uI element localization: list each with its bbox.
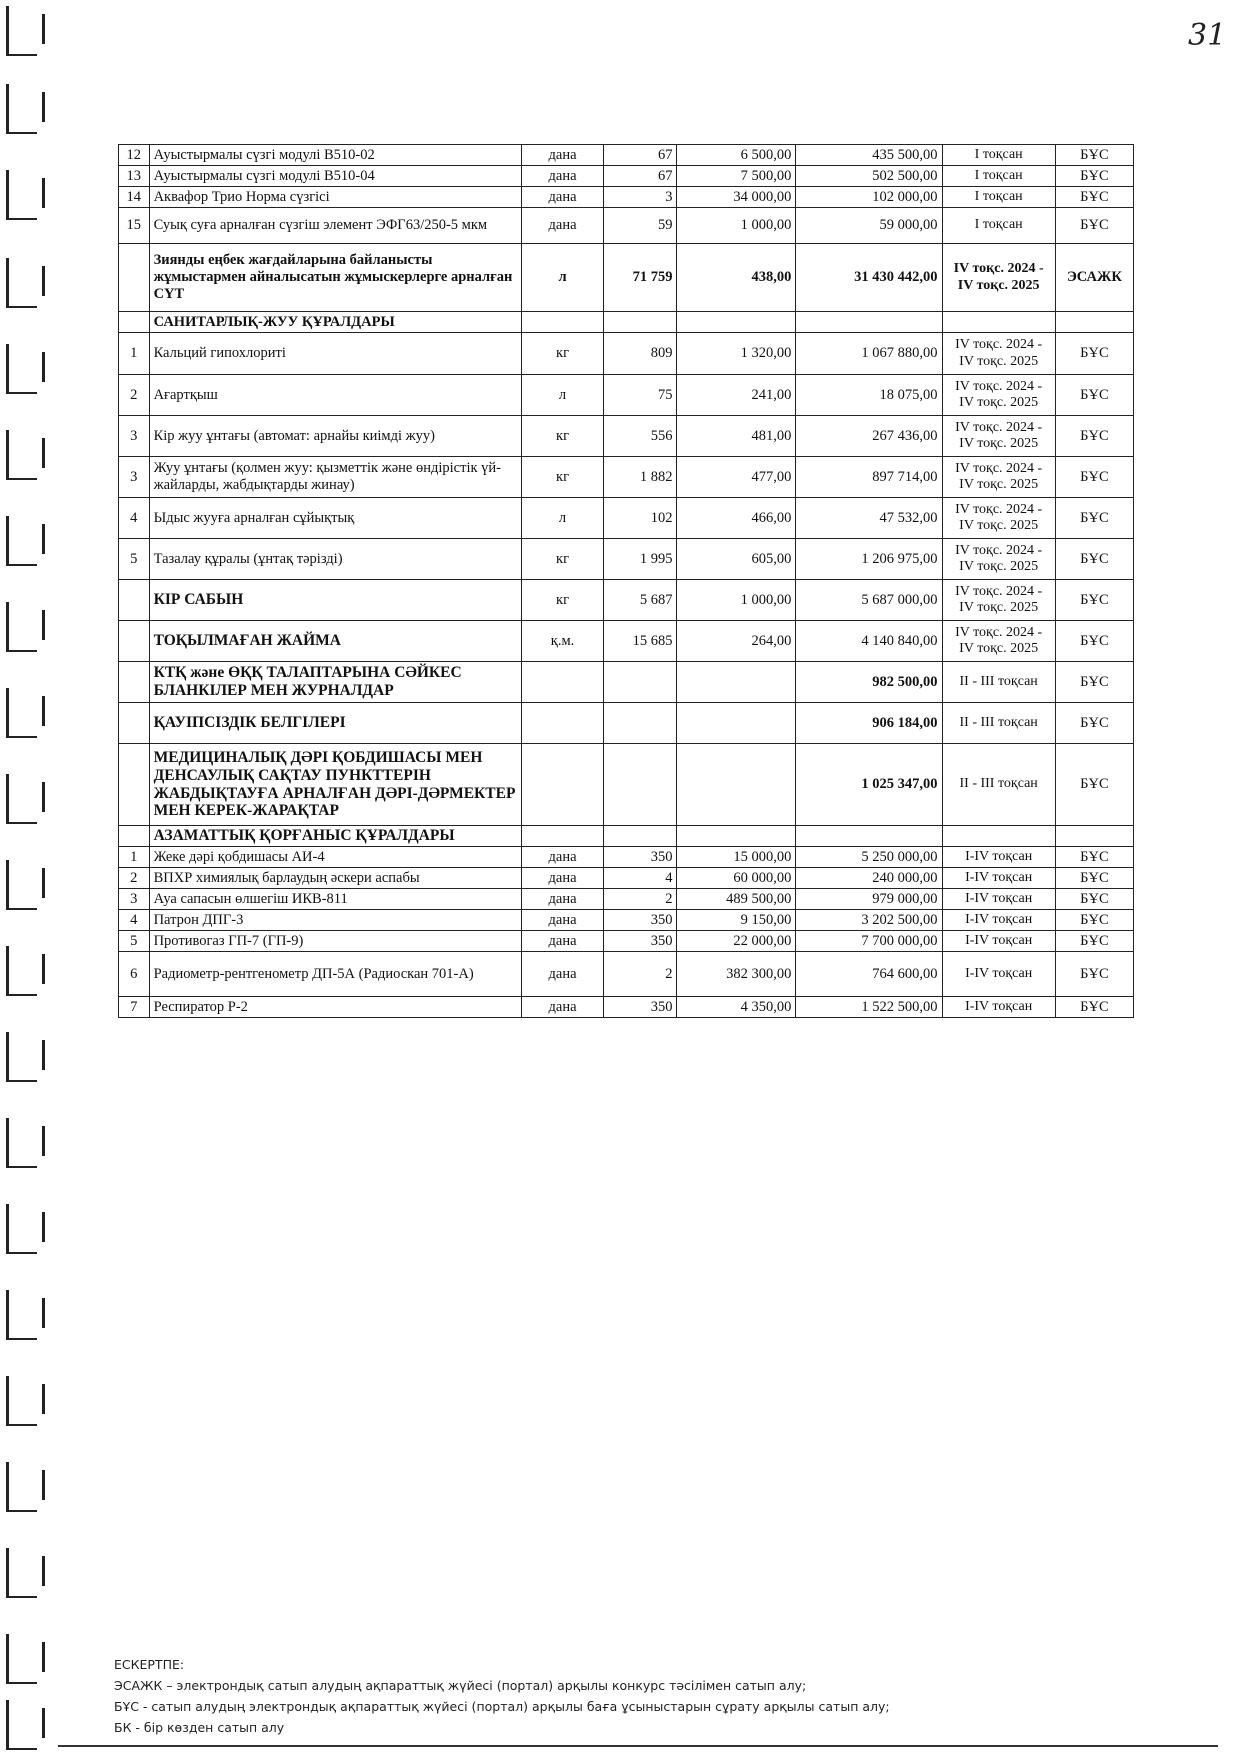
unit-cell [522,703,604,744]
procurement-method-cell: БҰС [1055,744,1133,826]
binding-hole [6,1290,37,1340]
period-cell: IV тоқс. 2024 - IV тоқс. 2025 [942,375,1055,416]
unit-cell: дана [522,889,604,910]
binding-hole [6,1548,37,1598]
quantity-cell: 809 [603,333,677,375]
binding-hole [6,84,37,134]
total-sum-cell: 1 025 347,00 [796,744,942,826]
table-row [119,826,1134,847]
item-name-cell: Жеке дәрі қобдишасы АИ-4 [149,847,522,868]
item-name-cell: Радиометр-рентгенометр ДП-5А (Радиоскан 701-А) [149,952,522,997]
row-number-cell: 15 [119,208,150,244]
table-row [119,931,1134,952]
total-sum-cell: 240 000,00 [796,868,942,889]
item-name-cell: Ауыстырмалы сүзгі модулі В510-02 [149,145,522,166]
procurement-method-cell: БҰС [1055,166,1133,187]
procurement-method-cell: БҰС [1055,416,1133,457]
unit-cell: дана [522,910,604,931]
table-row [119,539,1134,580]
period-cell: IV тоқс. 2024 - IV тоқс. 2025 [942,580,1055,621]
unit-cell: дана [522,847,604,868]
footnote-line: БҰС - сатып алудың электрондық ақпараттық жүйесі (портал) арқылы баға ұсыныстарын сұрату арқылы сатып алу; [114,1699,890,1714]
quantity-cell: 350 [603,931,677,952]
total-sum-cell: 502 500,00 [796,166,942,187]
table-row [119,244,1134,312]
period-cell: IV тоқс. 2024 - IV тоқс. 2025 [942,333,1055,375]
binding-hole [6,688,37,738]
row-number-cell: 4 [119,910,150,931]
unit-price-cell: 34 000,00 [677,187,796,208]
unit-cell: дана [522,145,604,166]
table-row [119,187,1134,208]
unit-cell: дана [522,208,604,244]
total-sum-cell: 982 500,00 [796,662,942,703]
unit-price-cell: 4 350,00 [677,997,796,1018]
row-number-cell: 6 [119,952,150,997]
row-number-cell: 2 [119,868,150,889]
unit-price-cell: 241,00 [677,375,796,416]
item-name-cell: САНИТАРЛЫҚ-ЖУУ ҚҰРАЛДАРЫ [149,312,522,333]
quantity-cell: 102 [603,498,677,539]
row-number-cell: 7 [119,997,150,1018]
table-row [119,868,1134,889]
row-number-cell [119,662,150,703]
unit-price-cell: 382 300,00 [677,952,796,997]
binding-hole [6,602,37,652]
unit-price-cell [677,662,796,703]
procurement-method-cell: БҰС [1055,208,1133,244]
item-name-cell: Зиянды еңбек жағдайларына байланысты жұмыстармен айналысатын жұмыскерлерге арналған СҮТ [149,244,522,312]
row-number-cell: 3 [119,416,150,457]
period-cell: I-IV тоқсан [942,931,1055,952]
unit-price-cell: 7 500,00 [677,166,796,187]
total-sum-cell: 979 000,00 [796,889,942,910]
item-name-cell: Кір жуу ұнтағы (автомат: арнайы киімді жуу) [149,416,522,457]
procurement-method-cell [1055,826,1133,847]
row-number-cell [119,580,150,621]
period-cell: IV тоқс. 2024 - IV тоқс. 2025 [942,621,1055,662]
quantity-cell [603,744,677,826]
table-row [119,145,1134,166]
total-sum-cell: 5 687 000,00 [796,580,942,621]
binding-hole [6,1032,37,1082]
total-sum-cell: 4 140 840,00 [796,621,942,662]
total-sum-cell: 7 700 000,00 [796,931,942,952]
unit-price-cell: 264,00 [677,621,796,662]
bottom-rule [58,1745,1218,1747]
item-name-cell: КІР САБЫН [149,580,522,621]
table-row [119,847,1134,868]
item-name-cell: ҚАУІПСІЗДІК БЕЛГІЛЕРІ [149,703,522,744]
unit-cell: дана [522,931,604,952]
row-number-cell: 1 [119,847,150,868]
period-cell: I тоқсан [942,187,1055,208]
unit-price-cell: 6 500,00 [677,145,796,166]
period-cell: IV тоқс. 2024 - IV тоқс. 2025 [942,498,1055,539]
unit-price-cell: 1 320,00 [677,333,796,375]
item-name-cell: ТОҚЫЛМАҒАН ЖАЙМА [149,621,522,662]
unit-price-cell: 1 000,00 [677,580,796,621]
row-number-cell: 14 [119,187,150,208]
procurement-table [118,144,1134,1018]
binding-hole [6,430,37,480]
period-cell: I-IV тоқсан [942,952,1055,997]
row-number-cell: 5 [119,931,150,952]
table-row [119,952,1134,997]
table-row [119,703,1134,744]
unit-price-cell [677,744,796,826]
row-number-cell: 2 [119,375,150,416]
unit-cell: дана [522,868,604,889]
unit-cell: кг [522,333,604,375]
procurement-method-cell: БҰС [1055,498,1133,539]
quantity-cell: 75 [603,375,677,416]
table-row [119,910,1134,931]
total-sum-cell [796,312,942,333]
period-cell: IV тоқс. 2024 - IV тоқс. 2025 [942,416,1055,457]
procurement-method-cell: БҰС [1055,997,1133,1018]
row-number-cell: 5 [119,539,150,580]
footnote-line: ЭСАЖК – электрондық сатып алудың ақпараттық жүйесі (портал) арқылы конкурс тәсілімен сатып алу; [114,1678,807,1693]
unit-cell [522,312,604,333]
item-name-cell: КТҚ және ӨҚҚ ТАЛАПТАРЫНА СӘЙКЕС БЛАНКІЛЕР МЕН ЖУРНАЛДАР [149,662,522,703]
row-number-cell: 12 [119,145,150,166]
table-row [119,166,1134,187]
item-name-cell: Суық суға арналған сүзгіш элемент ЭФГ63/250-5 мкм [149,208,522,244]
total-sum-cell: 47 532,00 [796,498,942,539]
unit-price-cell: 60 000,00 [677,868,796,889]
unit-price-cell: 9 150,00 [677,910,796,931]
period-cell: IV тоқс. 2024 - IV тоқс. 2025 [942,457,1055,498]
unit-cell: дана [522,166,604,187]
quantity-cell: 350 [603,910,677,931]
row-number-cell: 1 [119,333,150,375]
binding-hole [6,6,37,56]
procurement-method-cell: ЭСАЖК [1055,244,1133,312]
total-sum-cell: 1 067 880,00 [796,333,942,375]
procurement-method-cell: БҰС [1055,580,1133,621]
unit-price-cell: 466,00 [677,498,796,539]
item-name-cell: Патрон ДПГ-3 [149,910,522,931]
unit-cell: дана [522,187,604,208]
period-cell: I-IV тоқсан [942,910,1055,931]
item-name-cell: Кальций гипохлориті [149,333,522,375]
item-name-cell: Противогаз ГП-7 (ГП-9) [149,931,522,952]
period-cell [942,826,1055,847]
total-sum-cell: 267 436,00 [796,416,942,457]
period-cell: I-IV тоқсан [942,997,1055,1018]
row-number-cell [119,244,150,312]
item-name-cell: Ыдыс жууға арналған сұйықтық [149,498,522,539]
row-number-cell [119,621,150,662]
table-row [119,580,1134,621]
total-sum-cell: 31 430 442,00 [796,244,942,312]
footnote-heading: ЕСКЕРТПЕ: [114,1657,185,1672]
item-name-cell: Ауа сапасын өлшегіш ИКВ-811 [149,889,522,910]
binding-hole [6,1376,37,1426]
row-number-cell: 13 [119,166,150,187]
unit-price-cell: 489 500,00 [677,889,796,910]
quantity-cell: 556 [603,416,677,457]
quantity-cell: 1 882 [603,457,677,498]
period-cell: I-IV тоқсан [942,889,1055,910]
table-row [119,208,1134,244]
total-sum-cell: 764 600,00 [796,952,942,997]
unit-cell: дана [522,997,604,1018]
procurement-method-cell: БҰС [1055,187,1133,208]
total-sum-cell [796,826,942,847]
period-cell: IV тоқс. 2024 - IV тоқс. 2025 [942,539,1055,580]
period-cell: I-IV тоқсан [942,868,1055,889]
total-sum-cell: 435 500,00 [796,145,942,166]
quantity-cell: 67 [603,145,677,166]
item-name-cell: Ағартқыш [149,375,522,416]
period-cell: II - III тоқсан [942,662,1055,703]
binding-hole [6,170,37,220]
item-name-cell: Респиратор Р-2 [149,997,522,1018]
unit-price-cell: 22 000,00 [677,931,796,952]
table-row [119,312,1134,333]
unit-cell: л [522,244,604,312]
procurement-method-cell: БҰС [1055,868,1133,889]
procurement-method-cell: БҰС [1055,847,1133,868]
row-number-cell [119,703,150,744]
unit-cell: қ.м. [522,621,604,662]
unit-cell: кг [522,416,604,457]
period-cell [942,312,1055,333]
total-sum-cell: 1 206 975,00 [796,539,942,580]
quantity-cell: 4 [603,868,677,889]
procurement-method-cell: БҰС [1055,333,1133,375]
table-row [119,889,1134,910]
procurement-method-cell [1055,312,1133,333]
total-sum-cell: 906 184,00 [796,703,942,744]
total-sum-cell: 18 075,00 [796,375,942,416]
total-sum-cell: 59 000,00 [796,208,942,244]
procurement-method-cell: БҰС [1055,952,1133,997]
procurement-method-cell: БҰС [1055,910,1133,931]
binding-hole [6,946,37,996]
binding-hole [6,516,37,566]
total-sum-cell: 5 250 000,00 [796,847,942,868]
item-name-cell: МЕДИЦИНАЛЫҚ ДӘРІ ҚОБДИШАСЫ МЕН ДЕНСАУЛЫҚ САҚТАУ ПУНКТТЕРІН ЖАБДЫҚТАУҒА АРНАЛҒАН ДӘРІ-ДӘРМЕКТЕР МЕН КЕРЕК-ЖАРАҚТАР [149,744,522,826]
binding-hole [6,1462,37,1512]
unit-cell [522,826,604,847]
row-number-cell [119,744,150,826]
page-number: 31 [1188,18,1227,53]
procurement-method-cell: БҰС [1055,375,1133,416]
quantity-cell: 67 [603,166,677,187]
item-name-cell: Аквафор Трио Норма сүзгісі [149,187,522,208]
procurement-method-cell: БҰС [1055,145,1133,166]
footnote [114,1654,1114,1738]
unit-price-cell [677,826,796,847]
unit-cell: л [522,375,604,416]
row-number-cell: 3 [119,889,150,910]
table-row [119,457,1134,498]
procurement-method-cell: БҰС [1055,539,1133,580]
period-cell: I тоқсан [942,166,1055,187]
row-number-cell [119,826,150,847]
item-name-cell: ВПХР химиялық барлаудың әскери аспабы [149,868,522,889]
quantity-cell [603,312,677,333]
unit-cell: л [522,498,604,539]
total-sum-cell: 3 202 500,00 [796,910,942,931]
total-sum-cell: 102 000,00 [796,187,942,208]
binding-hole [6,1204,37,1254]
table-row [119,744,1134,826]
row-number-cell: 4 [119,498,150,539]
unit-cell [522,662,604,703]
unit-price-cell: 481,00 [677,416,796,457]
item-name-cell: Ауыстырмалы сүзгі модулі В510-04 [149,166,522,187]
quantity-cell: 5 687 [603,580,677,621]
unit-cell: кг [522,580,604,621]
unit-cell: дана [522,952,604,997]
table-row [119,498,1134,539]
unit-price-cell: 477,00 [677,457,796,498]
quantity-cell: 3 [603,187,677,208]
quantity-cell: 2 [603,889,677,910]
procurement-method-cell: БҰС [1055,931,1133,952]
period-cell: I тоқсан [942,208,1055,244]
total-sum-cell: 897 714,00 [796,457,942,498]
unit-price-cell: 15 000,00 [677,847,796,868]
unit-price-cell: 1 000,00 [677,208,796,244]
unit-cell [522,744,604,826]
table-row [119,375,1134,416]
item-name-cell: Тазалау құралы (ұнтақ тәрізді) [149,539,522,580]
binding-edge [0,0,58,1754]
table-row [119,662,1134,703]
period-cell: IV тоқс. 2024 - IV тоқс. 2025 [942,244,1055,312]
procurement-method-cell: БҰС [1055,457,1133,498]
quantity-cell: 59 [603,208,677,244]
unit-cell: кг [522,539,604,580]
item-name-cell: АЗАМАТТЫҚ ҚОРҒАНЫС ҚҰРАЛДАРЫ [149,826,522,847]
unit-price-cell: 605,00 [677,539,796,580]
row-number-cell: 3 [119,457,150,498]
table-row [119,997,1134,1018]
period-cell: I тоқсан [942,145,1055,166]
binding-hole [6,1118,37,1168]
binding-hole [6,344,37,394]
procurement-method-cell: БҰС [1055,703,1133,744]
quantity-cell: 2 [603,952,677,997]
quantity-cell [603,826,677,847]
quantity-cell: 350 [603,847,677,868]
total-sum-cell: 1 522 500,00 [796,997,942,1018]
binding-hole [6,1634,37,1684]
period-cell: I-IV тоқсан [942,847,1055,868]
row-number-cell [119,312,150,333]
quantity-cell: 350 [603,997,677,1018]
table-row [119,621,1134,662]
quantity-cell: 15 685 [603,621,677,662]
table-row [119,333,1134,375]
unit-cell: кг [522,457,604,498]
procurement-method-cell: БҰС [1055,662,1133,703]
period-cell: II - III тоқсан [942,744,1055,826]
table-row [119,416,1134,457]
footnote-line: БК - бір көзден сатып алу [114,1720,285,1735]
item-name-cell: Жуу ұнтағы (қолмен жуу: қызметтік және өндірістік үй-жайларды, жабдықтарды жинау) [149,457,522,498]
unit-price-cell: 438,00 [677,244,796,312]
procurement-method-cell: БҰС [1055,621,1133,662]
binding-hole [6,774,37,824]
binding-hole [6,1700,37,1750]
quantity-cell: 71 759 [603,244,677,312]
quantity-cell [603,703,677,744]
quantity-cell: 1 995 [603,539,677,580]
table-body [119,145,1134,1018]
procurement-method-cell: БҰС [1055,889,1133,910]
quantity-cell [603,662,677,703]
binding-hole [6,860,37,910]
period-cell: II - III тоқсан [942,703,1055,744]
binding-hole [6,258,37,308]
unit-price-cell [677,703,796,744]
unit-price-cell [677,312,796,333]
